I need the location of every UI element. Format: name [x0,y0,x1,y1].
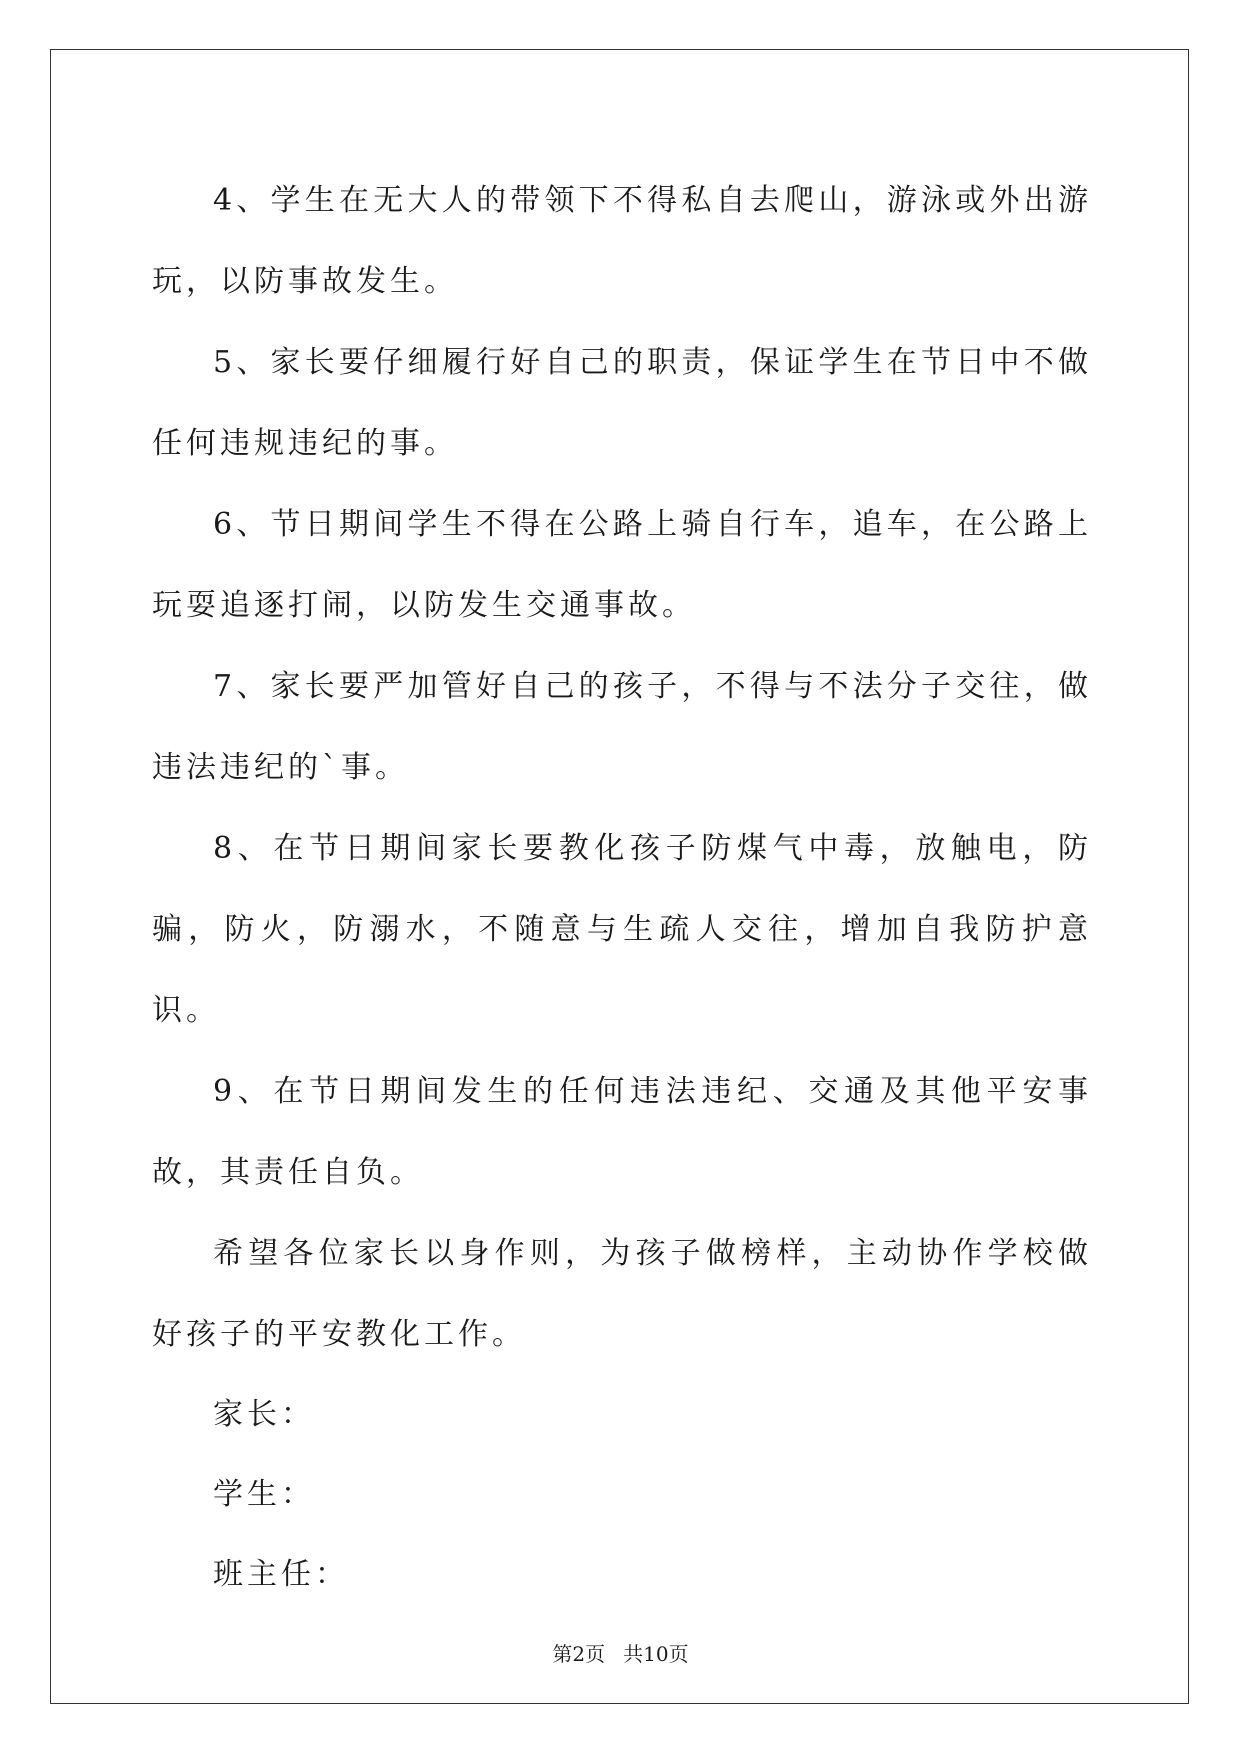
paragraph-item-5: 5、家长要仔细履行好自己的职责，保证学生在节日中不做任何违规违纪的事。 [152,345,1092,461]
signature-student-label: 学生： [213,1477,315,1512]
page-number-current: 第2页 [552,1642,606,1666]
paragraph-item-4: 4、学生在无大人的带领下不得私自去爬山，游泳或外出游玩，以防事故发生。 [152,183,1092,299]
paragraph-item-7: 7、家长要严加管好自己的孩子，不得与不法分子交往，做违法违纪的`事。 [152,669,1092,785]
signature-parent-label: 家长： [213,1397,315,1432]
document-body [152,160,1092,1615]
paragraph-item-6: 6、节日期间学生不得在公路上骑自行车，追车，在公路上玩耍追逐打闹，以防发生交通事故。 [152,507,1092,623]
paragraph-closing: 希望各位家长以身作则，为孩子做榜样，主动协作学校做好孩子的平安教化工作。 [152,1236,1092,1352]
paragraph-item-9: 9、在节日期间发生的任何违法违纪、交通及其他平安事故，其责任自负。 [152,1074,1092,1190]
page-footer [0,1638,1241,1667]
page-number-total: 共10页 [623,1642,689,1666]
paragraph-item-8: 8、在节日期间家长要教化孩子防煤气中毒，放触电，防骗，防火，防溺水，不随意与生疏人交往，增加自我防护意识。 [152,831,1092,1028]
signature-teacher-label: 班主任： [213,1557,349,1592]
